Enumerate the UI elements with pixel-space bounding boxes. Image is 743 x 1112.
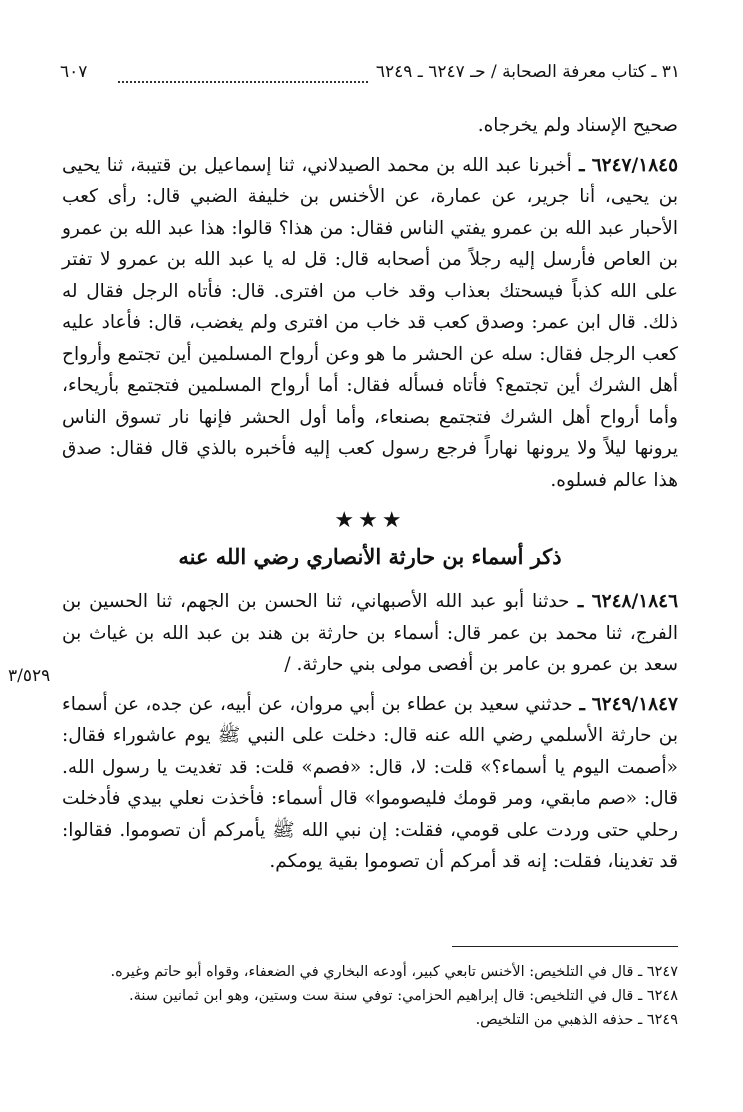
margin-reference: ٣/٥٢٩ xyxy=(8,666,51,686)
header-title: ٣١ ـ كتاب معرفة الصحابة / حـ ٦٢٤٧ ـ ٦٢٤٩ xyxy=(375,62,680,82)
footnote-item: ٦٢٤٩ ـ حذفه الذهبي من التلخيص. xyxy=(475,1012,678,1028)
section-divider-stars: ★★★ xyxy=(334,508,406,533)
page-number: ٦٠٧ xyxy=(60,62,88,82)
hadith-text: أخبرنا عبد الله بن محمد الصيدلاني، ثنا إسماعيل بن قتيبة، ثنا يحيى بن يحيى، أنا جرير، عن عمارة، عن الأخنس بن خليفة الضبي قال: رأى كعب الأحبار عبد الله بن عمرو يفتي الناس فقال: من هذا؟ قالوا: هذا عبد الله بن عمرو بن العاص فأرسل إليه رجلاً من أصحابه قال: قل له يا عبد الله بن عمرو لا تفتر على الله كذباً فيسحتك بعذاب وقد خاب من افترى. قال: فأتاه الرجل فقال له ذلك. قال ابن عمر: وصدق كعب قد خاب من افترى ولم يغضب، قال: فأعاد عليه كعب الرجل فقال: سله عن الحشر ما هو وعن أرواح المسلمين أين تجتمع وأرواح أهل الشرك أين تجتمع؟ فأتاه فسأله فقال: أما أرواح المسلمين فتجتمع بأريحاء، وأما أرواح أهل الشرك فتجتمع بصنعاء، وأما أول الحشر فإنها نار تسوق الناس يرونها ليلاً ولا يرونها نهاراً فرجع رسول كعب إليه فأخبره بالذي قال فقال: صدق هذا عالم فسلوه. xyxy=(62,154,678,491)
hadith-number: ٦٢٤٧/١٨٤٥ ـ xyxy=(571,154,678,176)
footnote-item: ٦٢٤٨ ـ قال في التلخيص: قال إبراهيم الحزامي: توفي سنة ست وستين، وهو ابن ثمانين سنة. xyxy=(129,988,678,1004)
hadith-number: ٦٢٤٩/١٨٤٧ ـ xyxy=(572,693,678,715)
paragraph-closing: صحيح الإسناد ولم يخرجاه. xyxy=(477,115,678,136)
header-dotted-leader xyxy=(118,80,368,83)
footnotes xyxy=(62,960,678,1032)
hadith-text: حدثني سعيد بن عطاء بن أبي مروان، عن أبيه، عن جده، عن أسماء بن حارثة الأسلمي رضي الله عنه قال: دخلت على النبي ﷺ يوم عاشوراء فقال: «أصمت اليوم يا أسماء؟» قلت: لا، قال: «فصم» قلت: قد تغديت يا رسول الله. قال: «صم مابقي، ومر قومك فليصوموا» قال أسماء: فأخذت نعلي بيدي فأدخلت رحلي حتى وردت على قومي، فقلت: إن نبي الله ﷺ يأمركم أن تصوموا. فقالوا: قد تغدينا، فقلت: إنه قد أمركم أن تصوموا بقية يومكم. xyxy=(62,693,678,872)
footnote-item: ٦٢٤٧ ـ قال في التلخيص: الأخنس تابعي كبير، أودعه البخاري في الضعفاء، وقواه أبو حاتم وغيره. xyxy=(110,964,678,980)
main-text xyxy=(62,110,678,878)
hadith-6248 xyxy=(62,586,678,681)
hadith-text: حدثنا أبو عبد الله الأصبهاني، ثنا الحسن بن الجهم، ثنا الحسين بن الفرج، ثنا محمد بن عمر قال: أسماء بن حارثة بن هند بن عبد الله بن غياث بن سعد بن عمرو بن عامر بن أفصى مولى بني حارثة. / xyxy=(62,591,678,675)
hadith-6247 xyxy=(62,150,678,497)
running-header xyxy=(60,62,680,88)
section-heading: ذكر أسماء بن حارثة الأنصاري رضي الله عنه xyxy=(178,544,562,569)
footnote-separator xyxy=(452,946,678,947)
hadith-number: ٦٢٤٨/١٨٤٦ ـ xyxy=(569,591,678,612)
hadith-6249 xyxy=(62,689,678,878)
